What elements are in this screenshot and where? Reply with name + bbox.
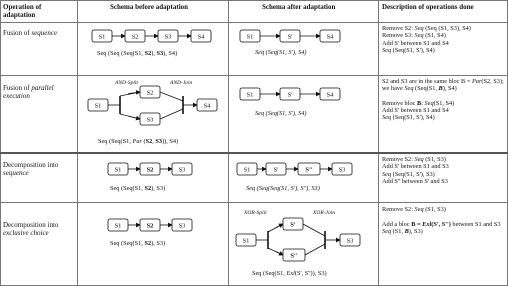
box-s3	[172, 219, 192, 231]
box-s3	[158, 30, 178, 42]
svg-text:S'': S''	[290, 252, 298, 260]
flow-line	[160, 109, 183, 119]
box-s4	[320, 30, 340, 42]
after-formula-1: Seq (Seq(S1, S'), S4)	[255, 49, 307, 56]
box-s3	[332, 163, 352, 175]
row-label-decomposition-sequence: Decomposition into sequence	[3, 161, 59, 177]
box-s4	[191, 30, 211, 42]
flow-line	[305, 244, 325, 255]
svg-text:S1: S1	[243, 166, 251, 174]
svg-text:S3: S3	[164, 33, 172, 41]
flow-arrow	[128, 116, 140, 119]
row-label-decomposition-exclusive: Decomposition into exclusive choice	[3, 221, 59, 237]
svg-text:S1: S1	[98, 33, 106, 41]
box-s3	[172, 163, 192, 175]
svg-text:S1: S1	[246, 33, 254, 41]
box-s2	[140, 219, 160, 231]
svg-text:S': S'	[273, 166, 279, 174]
box-s3	[140, 113, 160, 125]
and-join-label: AND-Join	[170, 80, 193, 86]
box-s-double-prime	[298, 163, 320, 175]
before-formula-2: Seq (Seq(S1, Par (S2, S3)), S4)	[98, 138, 179, 145]
svg-text:S1: S1	[242, 237, 250, 245]
row-label-fusion-sequence: Fusion of sequence	[3, 29, 58, 37]
svg-text:S2: S2	[131, 33, 139, 41]
header-operation: Operation of adaptation	[3, 3, 42, 19]
box-s4	[320, 88, 340, 100]
header-before: Schema before adaptation	[110, 3, 189, 11]
svg-text:S2: S2	[146, 222, 154, 230]
before-formula-4: Seq (Seq(S1, S2), S3)	[110, 240, 166, 247]
box-s-prime	[280, 88, 300, 100]
svg-text:S3: S3	[338, 166, 346, 174]
svg-text:S4: S4	[197, 33, 205, 41]
svg-text:S1: S1	[114, 166, 122, 174]
xor-split-label: XOR-Split	[244, 210, 267, 216]
flow-arrow	[276, 252, 283, 256]
box-s2	[140, 86, 160, 98]
box-s1	[240, 30, 260, 42]
box-s2	[125, 30, 145, 42]
before-formula-1: Seq (Seq (Seq(S1, S2), S3), S4)	[97, 50, 178, 57]
box-s-prime	[266, 163, 286, 175]
svg-text:S4: S4	[203, 102, 211, 110]
svg-text:S': S'	[287, 91, 293, 99]
description-3: Remove S2: Seq (S1, S3) Add S' between S1 and S3 Seq (Seq(S1, S'), S3) Add S'' between S' and S3	[382, 156, 449, 185]
header-after: Schema after adaptation	[262, 3, 336, 11]
box-s1	[236, 234, 256, 246]
box-s1	[237, 163, 257, 175]
description-1: Remove S2: Seq (Seq (S1, S3), S4) Remove S3: Seq (S1, S4) Add S' between S1 and S4 Seq (Seq(S1, S'), S4)	[382, 25, 471, 54]
flow-arrow	[276, 224, 283, 228]
svg-text:S': S'	[290, 221, 296, 229]
box-s4	[197, 99, 217, 111]
svg-text:S4: S4	[326, 33, 334, 41]
and-split-label: AND-Split	[115, 80, 138, 86]
description-2: S2 and S3 are in the same bloc B = Par(S2, S3); we have Seq (Seq(S1, B), S4) Remove bloc B: Seq(S1, S4) Add S' between S1 and S4 Seq (Seq(S1, S'), S4)	[382, 78, 504, 122]
row-label-fusion-parallel: Fusion of parallel execution	[3, 84, 54, 100]
box-s-prime	[283, 218, 303, 230]
svg-text:S'': S''	[305, 166, 313, 174]
box-s1	[108, 219, 128, 231]
box-s2	[140, 163, 160, 175]
header-description: Description of operations done	[382, 3, 474, 11]
flow-line	[303, 224, 325, 236]
box-s1	[92, 30, 112, 42]
svg-text:S1: S1	[246, 91, 254, 99]
svg-text:S1: S1	[94, 102, 102, 110]
svg-text:S4: S4	[326, 91, 334, 99]
svg-text:S3: S3	[146, 116, 154, 124]
svg-text:S2: S2	[146, 89, 154, 97]
svg-text:S2: S2	[146, 166, 154, 174]
svg-text:S3: S3	[178, 222, 186, 230]
svg-text:S': S'	[287, 33, 293, 41]
svg-text:S3: S3	[178, 166, 186, 174]
xor-join-label: XOR-Join	[313, 210, 335, 216]
after-formula-4: Seq (Seq(S1, Exl(S', S'')), S3)	[252, 270, 327, 277]
box-s3	[340, 234, 360, 246]
after-formula-3: Seq (Seq(Seq(S1, S'), S''), S3)	[246, 185, 320, 192]
box-s1	[240, 88, 260, 100]
before-formula-3: Seq (Seq(S1, S2), S3)	[110, 185, 166, 192]
box-s1	[108, 163, 128, 175]
after-formula-2: Seq (Seq(S1, S'), S4)	[255, 110, 307, 117]
description-4: Remove S2: Seq (S1, S3) Add a bloc B = Exl(S', S'') between S1 and S3 Seq (S1, B), S3)	[382, 206, 501, 235]
box-s1	[88, 99, 108, 111]
svg-text:S1: S1	[114, 222, 122, 230]
box-s-prime	[280, 30, 300, 42]
flow-line	[160, 92, 183, 101]
svg-text:S3: S3	[346, 237, 354, 245]
box-s-double-prime	[283, 249, 305, 261]
